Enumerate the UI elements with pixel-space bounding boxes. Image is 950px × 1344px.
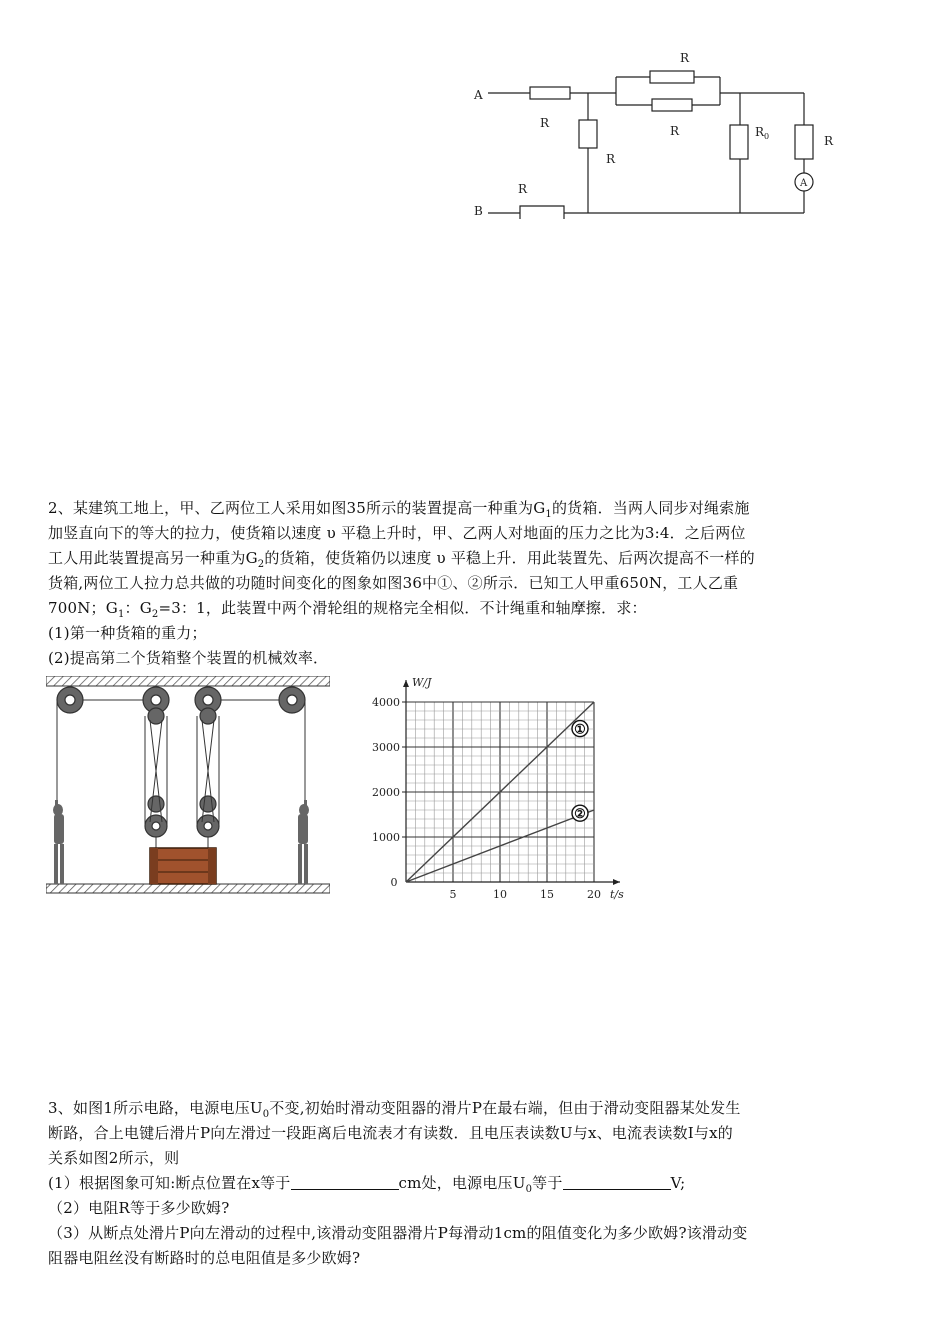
q3-line-1: 3、如图1所示电路，电源电压$U_0$不变,初始时滑动变阻器的滑片P在最右端，但由于滑动变阻器某处发生 [48, 1099, 741, 1120]
q3-sub-3-line-2: 阻器电阻丝没有断路时的总电阻值是多少欧姆? [48, 1249, 361, 1267]
node-a-label: A [474, 88, 483, 102]
resistor-vertical-left-label: R [606, 152, 616, 166]
q2-sub-1: (1)第一种货箱的重力； [48, 624, 207, 642]
y-tick-label: 1000 [372, 831, 400, 844]
resistor-parallel-bottom-label: R [670, 124, 680, 138]
y-tick-label: 3000 [372, 741, 400, 754]
worker-left [53, 800, 64, 884]
answer-blank-voltage[interactable] [563, 1173, 671, 1190]
ammeter-label: A [800, 178, 808, 189]
q3-sub-2: （2）电阻R等于多少欧姆? [48, 1199, 230, 1217]
x-tick-label: 20 [587, 888, 601, 901]
q2-sub-2: (2)提高第二个货箱整个装置的机械效率． [48, 649, 329, 667]
x-axis-label: t/s [610, 888, 624, 901]
q2-line-3: 工人用此装置提高另一种重为$G_2$的货箱，使货箱仍以速度 υ 平稳上升．用此装置先、后两次提高不一样的 [48, 549, 755, 570]
resistor-r0-label: $R_0$ [755, 125, 770, 141]
q3-sub-3-line-1: （3）从断点处滑片P向左滑动的过程中,该滑动变阻器滑片P每滑动1cm的阻值变化为多少欧姆?该滑动变 [48, 1224, 748, 1242]
q2-line-2: 加竖直向下的等大的拉力，使货箱以速度 υ 平稳上升时，甲、乙两人对地面的压力之比为3:4．之后两位 [48, 524, 746, 542]
y-axis-arrow [403, 680, 409, 687]
work-time-chart [366, 670, 636, 902]
x-tick-label: 15 [540, 888, 554, 901]
x-axis-arrow [613, 879, 620, 885]
q2-line-4: 货箱,两位工人拉力总共做的功随时间变化的图象如图36中①、②所示．已知工人甲重650N，工人乙重 [48, 574, 739, 592]
resistor-right-label: R [824, 134, 834, 148]
crate [150, 848, 216, 884]
q3-sub-1: (1）根据图象可知:断点位置在x等于 cm处，电源电压$U_0$等于 V; [48, 1174, 686, 1195]
pulley-illustration [46, 676, 330, 898]
resistor-bottom-label: R [518, 182, 528, 196]
q3-line-2: 断路，合上电键后滑片P向左滑过一段距离后电流表才有读数．且电压表读数U与x、电流表读数I与x的 [48, 1124, 733, 1142]
q2-line-5: 700N；$G_1$：$G_2=3$：1，此装置中两个滑轮组的规格完全相似．不计绳重和轴摩擦．求： [48, 599, 647, 620]
q3-line-3: 关系如图2所示，则 [48, 1149, 180, 1167]
y-axis-label: W/J [412, 676, 432, 689]
resistor-series-label: R [540, 116, 550, 130]
x-tick-label: 5 [449, 888, 457, 901]
series-label-2: ② [574, 807, 586, 823]
q2-line-1: 2、某建筑工地上，甲、乙两位工人采用如图35所示的装置提高一种重为$G_1$的货箱．当两人同步对绳索施 [48, 499, 750, 520]
answer-blank-x[interactable] [291, 1173, 399, 1190]
question-2 [48, 496, 908, 671]
series-label-1: ① [574, 722, 586, 738]
circuit-diagram [470, 45, 850, 235]
node-b-label: B [474, 204, 483, 218]
worker-right [298, 800, 309, 884]
resistor-top-label: R [680, 51, 690, 65]
y-tick-label: 2000 [372, 786, 400, 799]
x-tick-label: 10 [493, 888, 507, 901]
x-tick-label: 0 [390, 876, 398, 889]
question-3 [48, 1096, 908, 1271]
y-tick-label: 4000 [372, 696, 400, 709]
